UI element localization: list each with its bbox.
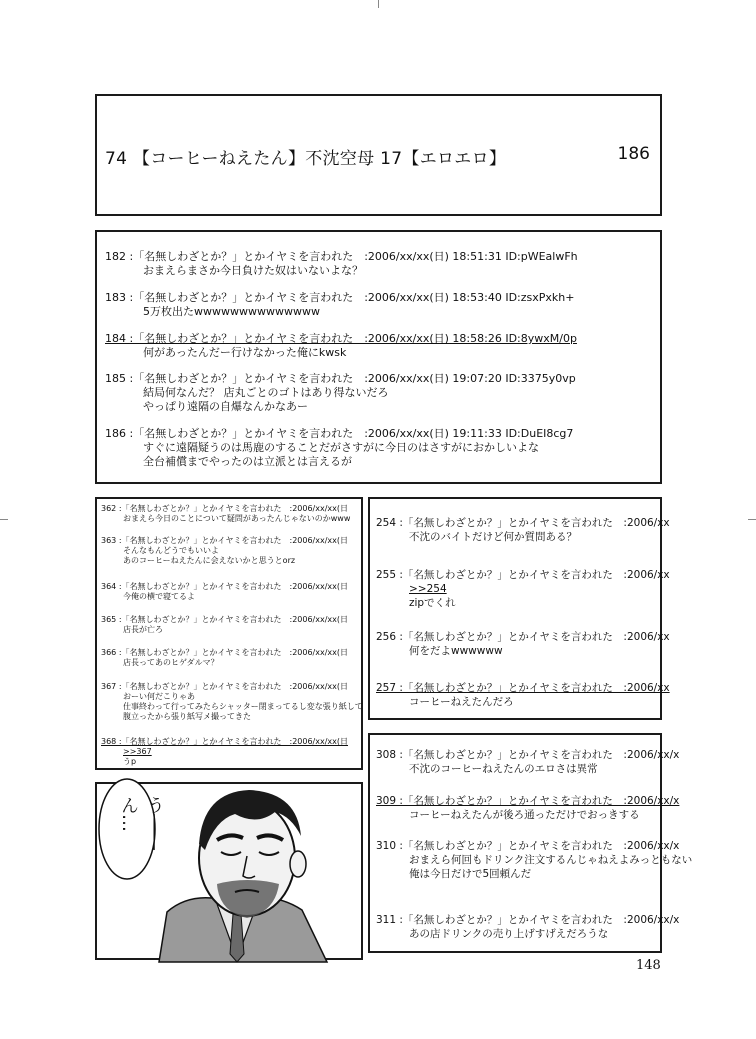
- post-body: おーい何だこりゃあ: [123, 692, 195, 701]
- post-body: コーヒーねえたんだろ: [409, 696, 514, 708]
- post-header: 364 :「名無しわざとか？」とかイヤミを言われた :2006/xx/xx(日: [101, 582, 349, 591]
- post: [376, 748, 679, 776]
- post-header: 257 :「名無しわざとか？」とかイヤミを言われた :2006/xx: [376, 682, 670, 694]
- right-thread-box-2: [368, 733, 693, 953]
- post-header: 182 :「名無しわざとか？」とかイヤミを言われた :2006/xx/xx(日) 18:51:31 ID:pWEalwFh: [105, 250, 578, 263]
- post: [376, 794, 679, 822]
- post: [105, 250, 578, 278]
- post-body: >>254: [409, 583, 447, 595]
- post: [101, 737, 348, 767]
- post-body: 仕事終わって行ってみたらシャッター閉まってるし変な張り紙して: [123, 702, 363, 711]
- post-body: おまえらまさか今日負けた奴はいないよな？: [143, 264, 363, 277]
- post: [101, 648, 348, 668]
- post-count: 186: [617, 144, 650, 164]
- post-body: すぐに遠隔疑うのは馬鹿のすることだがさすがに今日のはさすがにおかしいよな: [143, 441, 539, 454]
- post-body: うp: [123, 757, 137, 766]
- post-body: 何があったんだー行けなかった俺にkwsk: [143, 346, 347, 359]
- post: [105, 372, 576, 414]
- post-header: 368 :「名無しわざとか？」とかイヤミを言われた :2006/xx/xx(日: [101, 737, 349, 746]
- post-body: 何をだよwwwwww: [409, 645, 503, 657]
- post: [376, 913, 679, 941]
- thread-title: 74 【コーヒーねえたん】不沈空母 17【エロエロ】: [105, 149, 507, 169]
- post-body: あのコーヒーねえたんに会えないかと思うとorz: [123, 556, 296, 565]
- post-body: 全台補償までやったのは立派とは言えるが: [143, 455, 352, 468]
- post: [376, 516, 670, 544]
- page-number: 148: [636, 958, 661, 973]
- post-header: 183 :「名無しわざとか？」とかイヤミを言われた :2006/xx/xx(日) 18:53:40 ID:zsxPxkh+: [105, 291, 575, 304]
- post-body: あの店ドリンクの売り上げすげえだろうな: [409, 928, 609, 940]
- post-header: 365 :「名無しわざとか？」とかイヤミを言われた :2006/xx/xx(日: [101, 615, 349, 624]
- post-body: やっぱり遠隔の自爆なんかなあー: [143, 400, 308, 413]
- post-body: >>367: [123, 747, 152, 756]
- post-body: おまえら今日のことについて疑問があったんじゃないのかwww: [123, 514, 351, 523]
- post-header: 186 :「名無しわざとか？」とかイヤミを言われた :2006/xx/xx(日) 19:11:33 ID:DuEI8cg7: [105, 427, 574, 440]
- post: [376, 839, 692, 881]
- crop-mark: [748, 519, 756, 520]
- post-header: 255 :「名無しわざとか？」とかイヤミを言われた :2006/xx: [376, 569, 670, 581]
- post-header: 362 :「名無しわざとか？」とかイヤミを言われた :2006/xx/xx(日: [101, 504, 349, 513]
- crop-mark: [0, 519, 8, 520]
- post-header: 254 :「名無しわざとか？」とかイヤミを言われた :2006/xx: [376, 517, 670, 529]
- post: [101, 536, 348, 566]
- post-header: 363 :「名無しわざとか？」とかイヤミを言われた :2006/xx/xx(日: [101, 536, 349, 545]
- post-header: 184 :「名無しわざとか？」とかイヤミを言われた :2006/xx/xx(日) 18:58:26 ID:8ywxM/0p: [105, 332, 577, 345]
- post-body: そんなもんどうでもいいよ: [123, 546, 219, 555]
- main-thread-box: [95, 230, 662, 484]
- post-header: 311 :「名無しわざとか？」とかイヤミを言われた :2006/xx/x: [376, 914, 680, 926]
- post-header: 310 :「名無しわざとか？」とかイヤミを言われた :2006/xx/x: [376, 840, 680, 852]
- post: [101, 504, 350, 524]
- post-body: 今俺の横で寝てるよ: [123, 592, 195, 601]
- post-body: 不沈のコーヒーねえたんのエロさは異常: [409, 763, 598, 775]
- speech-bubble-text: う――ん…: [118, 796, 165, 850]
- manga-panel: [95, 782, 363, 960]
- post: [105, 427, 573, 469]
- post-header: 185 :「名無しわざとか？」とかイヤミを言われた :2006/xx/xx(日) 19:07:20 ID:3375y0vp: [105, 372, 576, 385]
- post-body: コーヒーねえたんが後ろ通っただけでおっきする: [409, 809, 640, 821]
- left-thread-box: [95, 497, 363, 770]
- post-body: 不沈のバイトだけど何か質問ある？: [409, 531, 577, 543]
- right-thread-box-1: [368, 497, 670, 720]
- post-body: 俺は今日だけで5回頼んだ: [409, 868, 532, 880]
- post-body: 店長が亡ろ: [123, 625, 163, 634]
- post-body: 腹立ったから張り紙写メ撮ってきた: [123, 712, 251, 721]
- post: [105, 332, 577, 360]
- post: [376, 568, 670, 610]
- post: [105, 291, 574, 319]
- post-body: 結局何なんだ？ 店丸ごとのゴトはあり得ないだろ: [143, 386, 389, 399]
- post: [101, 582, 348, 602]
- post: [101, 682, 363, 722]
- post-body: おまえら何回もドリンク注文するんじゃねえよみっともない: [409, 854, 693, 866]
- post-header: 256 :「名無しわざとか？」とかイヤミを言われた :2006/xx: [376, 631, 670, 643]
- post-header: 366 :「名無しわざとか？」とかイヤミを言われた :2006/xx/xx(日: [101, 648, 349, 657]
- crop-mark: [378, 0, 379, 8]
- header-box: [95, 94, 662, 216]
- post: [376, 681, 670, 709]
- post-body: 5万枚出たwwwwwwwwwwwwww: [143, 305, 320, 318]
- post-header: 367 :「名無しわざとか？」とかイヤミを言われた :2006/xx/xx(日: [101, 682, 349, 691]
- post-header: 308 :「名無しわざとか？」とかイヤミを言われた :2006/xx/x: [376, 749, 680, 761]
- post-header: 309 :「名無しわざとか？」とかイヤミを言われた :2006/xx/x: [376, 795, 680, 807]
- post-body: 店長ってあのヒゲダルマ？: [123, 658, 219, 667]
- post: [376, 630, 670, 658]
- post-body: zipでくれ: [409, 597, 456, 609]
- post: [101, 615, 348, 635]
